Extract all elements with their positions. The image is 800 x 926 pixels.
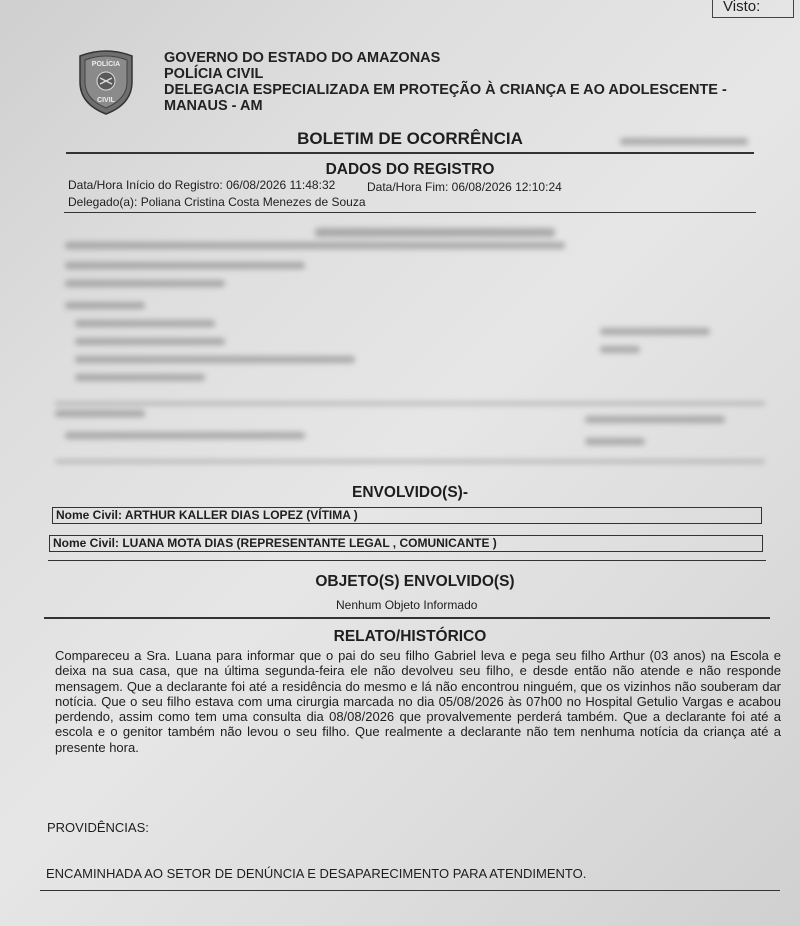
blurred-number (620, 136, 750, 148)
providencias-label: PROVIDÊNCIAS: (47, 820, 149, 835)
objetos-rule (44, 617, 770, 619)
badge-label-bottom: CIVIL (97, 97, 115, 104)
visto-box (712, 0, 794, 18)
registro-heading: DADOS DO REGISTRO (325, 161, 495, 178)
objetos-value: Nenhum Objeto Informado (336, 598, 478, 612)
objetos-heading: OBJETO(S) ENVOLVIDO(S) (315, 573, 515, 590)
envolvido-row-vitima: Nome Civil: ARTHUR KALLER DIAS LOPEZ (VÍTIMA ) (52, 507, 762, 524)
visto-label: Visto: (723, 0, 761, 15)
header-line-3: DELEGACIA ESPECIALIZADA EM PROTEÇÃO À CRIANÇA E AO ADOLESCENTE - (164, 82, 727, 98)
redacted-occurrence-data (55, 220, 765, 475)
title-rule (66, 152, 754, 154)
registro-rule (64, 212, 756, 213)
registro-delegado: Delegado(a): Poliana Cristina Costa Menezes de Souza (68, 195, 366, 209)
header-line-1: GOVERNO DO ESTADO DO AMAZONAS (164, 50, 441, 66)
header-line-2: POLÍCIA CIVIL (164, 66, 264, 82)
envolvidos-heading: ENVOLVIDO(S)- (352, 484, 468, 501)
providencias-text: ENCAMINHADA AO SETOR DE DENÚNCIA E DESAPARECIMENTO PARA ATENDIMENTO. (46, 866, 587, 881)
header-line-4: MANAUS - AM (164, 98, 263, 114)
relato-text: Compareceu a Sra. Luana para informar que o pai do seu filho Gabriel leva e pega seu filho Arthur (03 anos) na Escola e deixa na sua casa, que na última segunda-feira ele não devolveu seu filho, e desde então não atende e não responde mensagem. Que a declarante foi até a residência do mesmo e lá não encontrou ninguém, que os vizinhos não souberam dar notícia. Que o seu filho estava com uma cirurgia marcada no dia 05/08/2026 às 07h00 no Hospital Getulio Vargas e acabou perdendo, assim como tem uma consulta dia 08/08/2026 que provalvemente perderá também. Que a declarante foi até a escola e o genitor também não levou o seu filho. Que realmente a declarante não tem nenhuma notícia da criança até a presente hora. (55, 648, 781, 755)
envolvidos-rule (48, 560, 766, 561)
badge-label-top: POLÍCIA (91, 61, 121, 68)
registro-inicio: Data/Hora Início do Registro: 06/08/2026 11:48:32 (68, 178, 336, 192)
relato-heading: RELATO/HISTÓRICO (333, 628, 487, 645)
providencias-rule (40, 890, 780, 891)
policia-civil-badge-icon (74, 48, 138, 116)
document-title: BOLETIM DE OCORRÊNCIA (297, 129, 523, 148)
registro-fim: Data/Hora Fim: 06/08/2026 12:10:24 (367, 180, 562, 194)
envolvido-row-comunicante: Nome Civil: LUANA MOTA DIAS (REPRESENTANTE LEGAL , COMUNICANTE ) (49, 535, 763, 552)
agency-header (164, 50, 727, 114)
